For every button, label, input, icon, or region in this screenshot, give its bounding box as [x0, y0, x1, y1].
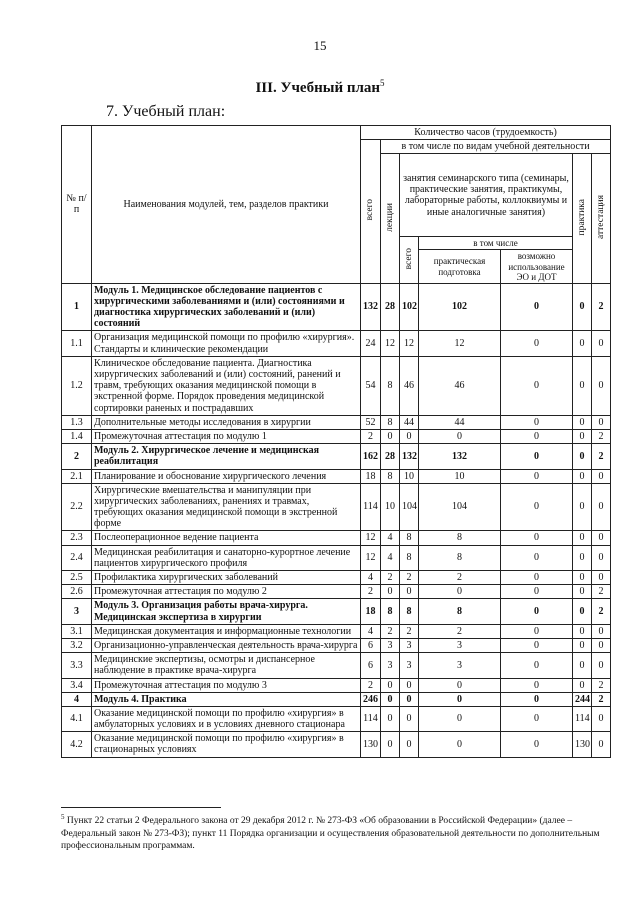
row-practice: 0	[573, 653, 592, 678]
row-total: 114	[361, 483, 381, 531]
row-practice: 0	[573, 444, 592, 469]
table-row	[62, 469, 611, 483]
row-total: 12	[361, 545, 381, 570]
row-total: 130	[361, 732, 381, 757]
row-number: 1.1	[62, 331, 92, 356]
row-practice: 0	[573, 415, 592, 429]
row-lectures: 12	[381, 331, 400, 356]
row-name: Медицинская реабилитация и санаторно-курортное лечение пациентов хирургического профиля	[92, 545, 361, 570]
table-row	[62, 429, 611, 443]
row-practice: 0	[573, 331, 592, 356]
row-lectures: 3	[381, 638, 400, 652]
row-lectures: 4	[381, 531, 400, 545]
row-number: 2	[62, 444, 92, 469]
row-attestation: 0	[592, 531, 611, 545]
row-eo-dot: 0	[501, 429, 573, 443]
row-practical-training: 0	[419, 585, 501, 599]
row-total: 18	[361, 469, 381, 483]
row-name: Клиническое обследование пациента. Диагностика хирургических заболеваний и (или) состояний, ранений и травм, требующих оказания медицинской помощи в экстренной форме. Порядок проведения медицинской сортировки раненых и пострадавших	[92, 356, 361, 415]
row-practice: 0	[573, 638, 592, 652]
header-seminar: занятия семинарского типа (семинары, практические занятия, практикумы, лабораторные работы, коллоквиумы и иные аналогичные занятия)	[400, 154, 573, 237]
row-practical-training: 46	[419, 356, 501, 415]
row-practical-training: 2	[419, 571, 501, 585]
row-lectures: 8	[381, 415, 400, 429]
row-name: Организационно-управленческая деятельность врача-хирурга	[92, 638, 361, 652]
row-name: Оказание медицинской помощи по профилю «хирургия» в амбулаторных условиях и в условиях дневного стационара	[92, 706, 361, 731]
row-lectures: 2	[381, 624, 400, 638]
row-attestation: 0	[592, 415, 611, 429]
curriculum-table-body	[62, 283, 611, 757]
section-title	[0, 78, 640, 97]
header-attestation	[592, 154, 611, 283]
table-row	[62, 678, 611, 692]
table-row	[62, 653, 611, 678]
row-number: 1.3	[62, 415, 92, 429]
row-seminar-total: 8	[400, 599, 419, 624]
row-seminar-total: 0	[400, 678, 419, 692]
table-row	[62, 483, 611, 531]
row-seminar-total: 104	[400, 483, 419, 531]
row-name: Организация медицинской помощи по профилю «хирургия». Стандарты и клинические рекомендации	[92, 331, 361, 356]
row-practical-training: 44	[419, 415, 501, 429]
row-seminar-total: 132	[400, 444, 419, 469]
row-lectures: 28	[381, 444, 400, 469]
row-practice: 0	[573, 429, 592, 443]
row-attestation: 0	[592, 469, 611, 483]
header-total-text: всего	[365, 199, 376, 221]
row-lectures: 4	[381, 545, 400, 570]
row-eo-dot: 0	[501, 678, 573, 692]
row-attestation: 0	[592, 545, 611, 570]
row-seminar-total: 44	[400, 415, 419, 429]
header-practice	[573, 154, 592, 283]
row-practice: 0	[573, 585, 592, 599]
row-name: Промежуточная аттестация по модулю 3	[92, 678, 361, 692]
row-number: 2.2	[62, 483, 92, 531]
row-total: 132	[361, 283, 381, 331]
row-attestation: 2	[592, 599, 611, 624]
row-lectures: 0	[381, 706, 400, 731]
row-lectures: 0	[381, 678, 400, 692]
row-lectures: 0	[381, 585, 400, 599]
row-seminar-total: 12	[400, 331, 419, 356]
row-practical-training: 0	[419, 429, 501, 443]
row-eo-dot: 0	[501, 483, 573, 531]
row-total: 2	[361, 585, 381, 599]
row-name: Оказание медицинской помощи по профилю «хирургия» в стационарных условиях	[92, 732, 361, 757]
row-eo-dot: 0	[501, 571, 573, 585]
footnote-reference: 5	[380, 78, 385, 88]
row-total: 4	[361, 571, 381, 585]
row-name: Медицинская документация и информационные технологии	[92, 624, 361, 638]
row-practice: 244	[573, 692, 592, 706]
row-practical-training: 0	[419, 678, 501, 692]
curriculum-table-wrapper	[61, 125, 610, 758]
row-practice: 0	[573, 599, 592, 624]
row-attestation: 0	[592, 624, 611, 638]
row-eo-dot: 0	[501, 283, 573, 331]
row-seminar-total: 102	[400, 283, 419, 331]
row-lectures: 2	[381, 571, 400, 585]
row-name: Планирование и обоснование хирургического лечения	[92, 469, 361, 483]
row-seminar-total: 0	[400, 706, 419, 731]
row-lectures: 3	[381, 653, 400, 678]
table-row	[62, 585, 611, 599]
row-practical-training: 0	[419, 732, 501, 757]
row-attestation: 0	[592, 706, 611, 731]
row-total: 2	[361, 429, 381, 443]
row-attestation: 2	[592, 678, 611, 692]
row-eo-dot: 0	[501, 692, 573, 706]
footnote-divider	[61, 807, 221, 808]
row-name: Модуль 3. Организация работы врача-хирурга. Медицинская экспертиза в хирургии	[92, 599, 361, 624]
row-attestation: 0	[592, 483, 611, 531]
row-attestation: 2	[592, 585, 611, 599]
header-practical-training: практическая подготовка	[419, 250, 501, 283]
module-row	[62, 692, 611, 706]
row-eo-dot: 0	[501, 638, 573, 652]
header-num: № п/п	[62, 126, 92, 284]
row-seminar-total: 0	[400, 692, 419, 706]
table-row	[62, 571, 611, 585]
row-number: 2.4	[62, 545, 92, 570]
row-number: 1.2	[62, 356, 92, 415]
header-seminar-total-text: всего	[403, 247, 414, 270]
row-name: Модуль 4. Практика	[92, 692, 361, 706]
row-number: 2.6	[62, 585, 92, 599]
row-practical-training: 3	[419, 638, 501, 652]
header-total	[361, 140, 381, 284]
row-seminar-total: 8	[400, 545, 419, 570]
table-row	[62, 531, 611, 545]
row-eo-dot: 0	[501, 331, 573, 356]
table-row	[62, 356, 611, 415]
row-number: 2.3	[62, 531, 92, 545]
row-practical-training: 12	[419, 331, 501, 356]
row-number: 3	[62, 599, 92, 624]
table-row	[62, 545, 611, 570]
row-seminar-total: 46	[400, 356, 419, 415]
row-practice: 0	[573, 545, 592, 570]
row-lectures: 10	[381, 483, 400, 531]
header-eo-dot: возможно использование ЭО и ДОТ	[501, 250, 573, 283]
row-practical-training: 0	[419, 692, 501, 706]
header-name: Наименования модулей, тем, разделов практики	[92, 126, 361, 284]
row-attestation: 2	[592, 283, 611, 331]
page-number: 15	[313, 38, 327, 53]
row-total: 6	[361, 653, 381, 678]
table-row	[62, 732, 611, 757]
row-practical-training: 3	[419, 653, 501, 678]
row-name: Профилактика хирургических заболеваний	[92, 571, 361, 585]
row-practical-training: 8	[419, 599, 501, 624]
row-practical-training: 8	[419, 531, 501, 545]
row-number: 3.3	[62, 653, 92, 678]
row-name: Промежуточная аттестация по модулю 1	[92, 429, 361, 443]
row-total: 2	[361, 678, 381, 692]
row-practical-training: 102	[419, 283, 501, 331]
row-number: 4.1	[62, 706, 92, 731]
row-attestation: 2	[592, 692, 611, 706]
row-attestation: 0	[592, 653, 611, 678]
row-name: Медицинские экспертизы, осмотры и диспансерное наблюдение в практике врача-хирурга	[92, 653, 361, 678]
row-lectures: 8	[381, 599, 400, 624]
header-by-type: в том числе по видам учебной деятельности	[381, 140, 611, 154]
footnote-mark: 5	[61, 813, 65, 821]
table-row	[62, 706, 611, 731]
header-lectures	[381, 154, 400, 283]
row-practice: 0	[573, 678, 592, 692]
row-number: 4.2	[62, 732, 92, 757]
row-eo-dot: 0	[501, 585, 573, 599]
row-eo-dot: 0	[501, 624, 573, 638]
header-seminar-total	[400, 237, 419, 283]
row-total: 114	[361, 706, 381, 731]
table-row	[62, 638, 611, 652]
row-eo-dot: 0	[501, 356, 573, 415]
row-practical-training: 0	[419, 706, 501, 731]
row-practical-training: 2	[419, 624, 501, 638]
row-eo-dot: 0	[501, 444, 573, 469]
row-attestation: 2	[592, 444, 611, 469]
row-practice: 0	[573, 571, 592, 585]
row-eo-dot: 0	[501, 706, 573, 731]
row-eo-dot: 0	[501, 531, 573, 545]
row-eo-dot: 0	[501, 545, 573, 570]
row-practice: 0	[573, 469, 592, 483]
subtitle: 7. Учебный план:	[106, 103, 226, 120]
row-number: 3.2	[62, 638, 92, 652]
footnote-text: Пункт 22 статьи 2 Федерального закона от 29 декабря 2012 г. № 273-ФЗ «Об образовании в Российской Федерации» (далее – Федеральный закон № 273-ФЗ); пункт 11 Порядка организации и осуществления образовательной деятельности по дополнительным профессиональным программам.	[61, 816, 600, 851]
row-eo-dot: 0	[501, 469, 573, 483]
row-lectures: 8	[381, 469, 400, 483]
row-total: 6	[361, 638, 381, 652]
row-number: 2.1	[62, 469, 92, 483]
row-total: 52	[361, 415, 381, 429]
header-practice-text: практика	[576, 198, 587, 236]
row-seminar-total: 10	[400, 469, 419, 483]
row-eo-dot: 0	[501, 732, 573, 757]
row-practical-training: 10	[419, 469, 501, 483]
row-total: 24	[361, 331, 381, 356]
header-attestation-text: аттестация	[595, 194, 606, 239]
row-practice: 130	[573, 732, 592, 757]
table-row	[62, 415, 611, 429]
table-row	[62, 331, 611, 356]
row-eo-dot: 0	[501, 653, 573, 678]
footnote	[61, 813, 611, 852]
row-practice: 0	[573, 531, 592, 545]
row-lectures: 0	[381, 692, 400, 706]
row-lectures: 28	[381, 283, 400, 331]
row-seminar-total: 0	[400, 585, 419, 599]
row-seminar-total: 2	[400, 571, 419, 585]
row-number: 2.5	[62, 571, 92, 585]
row-name: Промежуточная аттестация по модулю 2	[92, 585, 361, 599]
row-practical-training: 8	[419, 545, 501, 570]
row-practice: 0	[573, 356, 592, 415]
row-number: 1.4	[62, 429, 92, 443]
header-lectures-text: лекции	[384, 202, 395, 232]
row-seminar-total: 3	[400, 653, 419, 678]
row-seminar-total: 8	[400, 531, 419, 545]
row-total: 12	[361, 531, 381, 545]
row-practical-training: 104	[419, 483, 501, 531]
row-lectures: 8	[381, 356, 400, 415]
row-total: 54	[361, 356, 381, 415]
row-seminar-total: 2	[400, 624, 419, 638]
row-number: 3.4	[62, 678, 92, 692]
row-total: 4	[361, 624, 381, 638]
row-attestation: 0	[592, 638, 611, 652]
row-eo-dot: 0	[501, 599, 573, 624]
row-total: 246	[361, 692, 381, 706]
row-lectures: 0	[381, 732, 400, 757]
row-practice: 0	[573, 283, 592, 331]
row-practice: 114	[573, 706, 592, 731]
row-total: 18	[361, 599, 381, 624]
row-attestation: 0	[592, 571, 611, 585]
row-name: Модуль 2. Хирургическое лечение и медицинская реабилитация	[92, 444, 361, 469]
module-row	[62, 444, 611, 469]
row-attestation: 2	[592, 429, 611, 443]
row-seminar-total: 0	[400, 429, 419, 443]
curriculum-table	[61, 125, 611, 758]
row-eo-dot: 0	[501, 415, 573, 429]
row-attestation: 0	[592, 732, 611, 757]
row-name: Послеоперационное ведение пациента	[92, 531, 361, 545]
row-lectures: 0	[381, 429, 400, 443]
row-number: 1	[62, 283, 92, 331]
row-practical-training: 132	[419, 444, 501, 469]
row-name: Хирургические вмешательства и манипуляции при хирургических заболеваниях, ранениях и травмах, требующих оказания медицинской помощи в экстренной форме	[92, 483, 361, 531]
header-incl: в том числе	[419, 237, 573, 250]
section-title-text: III. Учебный план	[255, 80, 381, 96]
module-row	[62, 599, 611, 624]
row-practice: 0	[573, 624, 592, 638]
row-attestation: 0	[592, 356, 611, 415]
row-practice: 0	[573, 483, 592, 531]
row-seminar-total: 3	[400, 638, 419, 652]
row-number: 4	[62, 692, 92, 706]
header-hours: Количество часов (трудоемкость)	[361, 126, 611, 140]
row-attestation: 0	[592, 331, 611, 356]
row-name: Модуль 1. Медицинское обследование пациентов с хирургическими заболеваниями и (или) состояниями и диагностика хирургических заболеваний и (или) состояний	[92, 283, 361, 331]
row-seminar-total: 0	[400, 732, 419, 757]
row-number: 3.1	[62, 624, 92, 638]
module-row	[62, 283, 611, 331]
table-row	[62, 624, 611, 638]
row-name: Дополнительные методы исследования в хирургии	[92, 415, 361, 429]
row-total: 162	[361, 444, 381, 469]
